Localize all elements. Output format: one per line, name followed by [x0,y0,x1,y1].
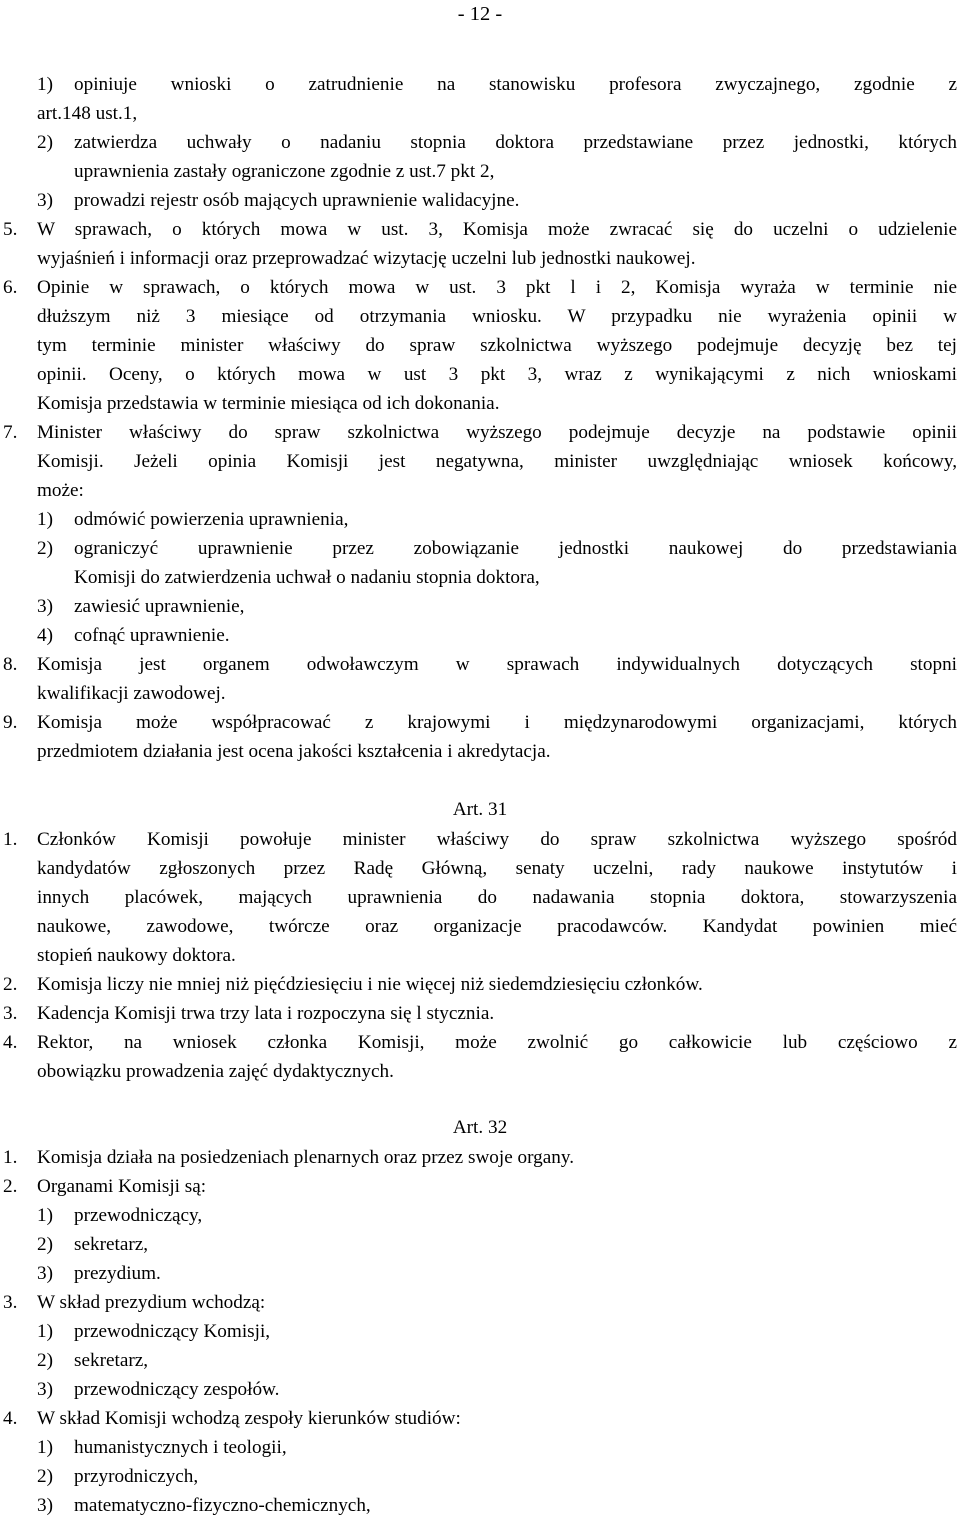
line-text: Komisja jest organem odwoławczym w sprawach indywidualnych dotyczących stopni [37,654,957,675]
list-marker: 1) [37,509,53,530]
line-text: kandydatów zgłoszonych przez Radę Główną, senaty uczelni, rady naukowe instytutów i [37,858,957,879]
line-text: opinii. Oceny, o których mowa w ust 3 pkt 3, wraz z wynikającymi z nich wnioskami [37,364,957,385]
line-text: Komisja liczy nie mniej niż pięćdziesięciu i nie więcej niż siedemdziesięciu członków. [37,974,703,995]
line-text: uprawnienia zastały ograniczone zgodnie z ust.7 pkt 2, [74,161,495,182]
line-text: przedmiotem działania jest ocena jakości kształcenia i akredytacja. [37,741,551,762]
article-heading: Art. 31 [452,799,508,820]
list-marker: 8. [3,654,18,675]
line-text: przyrodniczych, [74,1466,199,1487]
line-text: przewodniczący Komisji, [74,1321,271,1342]
line-text: Komisji. Jeżeli opinia Komisji jest negatywna, minister uwzględniając wniosek końcowy, [37,451,957,472]
list-marker: 3. [3,1003,18,1024]
list-marker: 5. [3,219,18,240]
list-marker: 3) [37,190,53,211]
list-marker: 3. [3,1292,18,1313]
list-marker: 4. [3,1408,18,1429]
list-marker: 2. [3,974,18,995]
list-marker: 1) [37,74,53,95]
list-marker: 4. [3,1032,18,1053]
list-marker: 4) [37,625,53,646]
line-text: art.148 ust.1, [37,103,138,124]
line-text: dłuższym niż 3 miesiące od otrzymania wniosku. W przypadku nie wyrażenia opinii w [37,306,957,327]
list-marker: 2) [37,1466,53,1487]
line-text: przewodniczący zespołów. [74,1379,280,1400]
article-heading: Art. 32 [452,1117,508,1138]
list-marker: 9. [3,712,18,733]
line-text: sekretarz, [74,1350,149,1371]
list-marker: 3) [37,1263,53,1284]
line-text: Kadencja Komisji trwa trzy lata i rozpoczyna się l stycznia. [37,1003,495,1024]
line-text: tym terminie minister właściwy do spraw szkolnictwa wyższego podejmuje decyzję bez tej [37,335,957,356]
line-text: Rektor, na wniosek członka Komisji, może zwolnić go całkowicie lub częściowo z [37,1032,957,1053]
line-text: zawiesić uprawnienie, [74,596,245,617]
line-text: W skład Komisji wchodzą zespoły kierunków studiów: [37,1408,461,1429]
list-marker: 1. [3,1147,18,1168]
line-text: stopień naukowy doktora. [37,945,236,966]
list-marker: 3) [37,1379,53,1400]
line-text: Członków Komisji powołuje minister właściwy do spraw szkolnictwa wyższego spośród [37,829,957,850]
list-marker: 1. [3,829,18,850]
line-text: naukowe, zawodowe, twórcze oraz organizacje pracodawców. Kandydat powinien mieć [37,916,957,937]
line-text: sekretarz, [74,1234,149,1255]
line-text: innych placówek, mających uprawnienia do nadawania stopnia doktora, stowarzyszenia [37,887,957,908]
line-text: W sprawach, o których mowa w ust. 3, Komisja może zwracać się do uczelni o udzielenie [37,219,957,240]
line-text: Komisja może współpracować z krajowymi i międzynarodowymi organizacjami, których [37,712,957,733]
line-text: kwalifikacji zawodowej. [37,683,226,704]
list-marker: 2) [37,1234,53,1255]
line-text: Komisji do zatwierdzenia uchwał o nadaniu stopnia doktora, [74,567,540,588]
line-text: obowiązku prowadzenia zajęć dydaktycznych. [37,1061,394,1082]
line-text: prezydium. [74,1263,161,1284]
line-text: Minister właściwy do spraw szkolnictwa wyższego podejmuje decyzje na podstawie opinii [37,422,957,443]
list-marker: 1) [37,1321,53,1342]
line-text: wyjaśnień i informacji oraz przeprowadzać wizytację uczelni lub jednostki naukowej. [37,248,696,269]
line-text: przewodniczący, [74,1205,203,1226]
line-text: humanistycznych i teologii, [74,1437,287,1458]
list-marker: 3) [37,596,53,617]
line-text: Komisja przedstawia w terminie miesiąca od ich dokonania. [37,393,500,414]
line-text: cofnąć uprawnienie. [74,625,230,646]
list-marker: 3) [37,1495,53,1516]
line-text: ograniczyć uprawnienie przez zobowiązanie jednostki naukowej do przedstawiania [74,538,957,559]
list-marker: 6. [3,277,18,298]
line-text: matematyczno-fizyczno-chemicznych, [74,1495,371,1516]
line-text: zatwierdza uchwały o nadaniu stopnia doktora przedstawiane przez jednostki, których [74,132,957,153]
page-number: - 12 - [457,3,503,25]
list-marker: 7. [3,422,18,443]
line-text: może: [37,480,84,501]
line-text: opiniuje wnioski o zatrudnienie na stanowisku profesora zwyczajnego, zgodnie z [74,74,957,95]
list-marker: 2. [3,1176,18,1197]
line-text: Organami Komisji są: [37,1176,207,1197]
line-text: prowadzi rejestr osób mających uprawnienie walidacyjne. [74,190,520,211]
list-marker: 2) [37,538,53,559]
line-text: Komisja działa na posiedzeniach plenarnych oraz przez swoje organy. [37,1147,575,1168]
list-marker: 2) [37,132,53,153]
line-text: odmówić powierzenia uprawnienia, [74,509,349,530]
line-text: Opinie w sprawach, o których mowa w ust. 3 pkt l i 2, Komisja wyraża w terminie nie [37,277,957,298]
line-text: W skład prezydium wchodzą: [37,1292,266,1313]
list-marker: 1) [37,1205,53,1226]
list-marker: 2) [37,1350,53,1371]
list-marker: 1) [37,1437,53,1458]
